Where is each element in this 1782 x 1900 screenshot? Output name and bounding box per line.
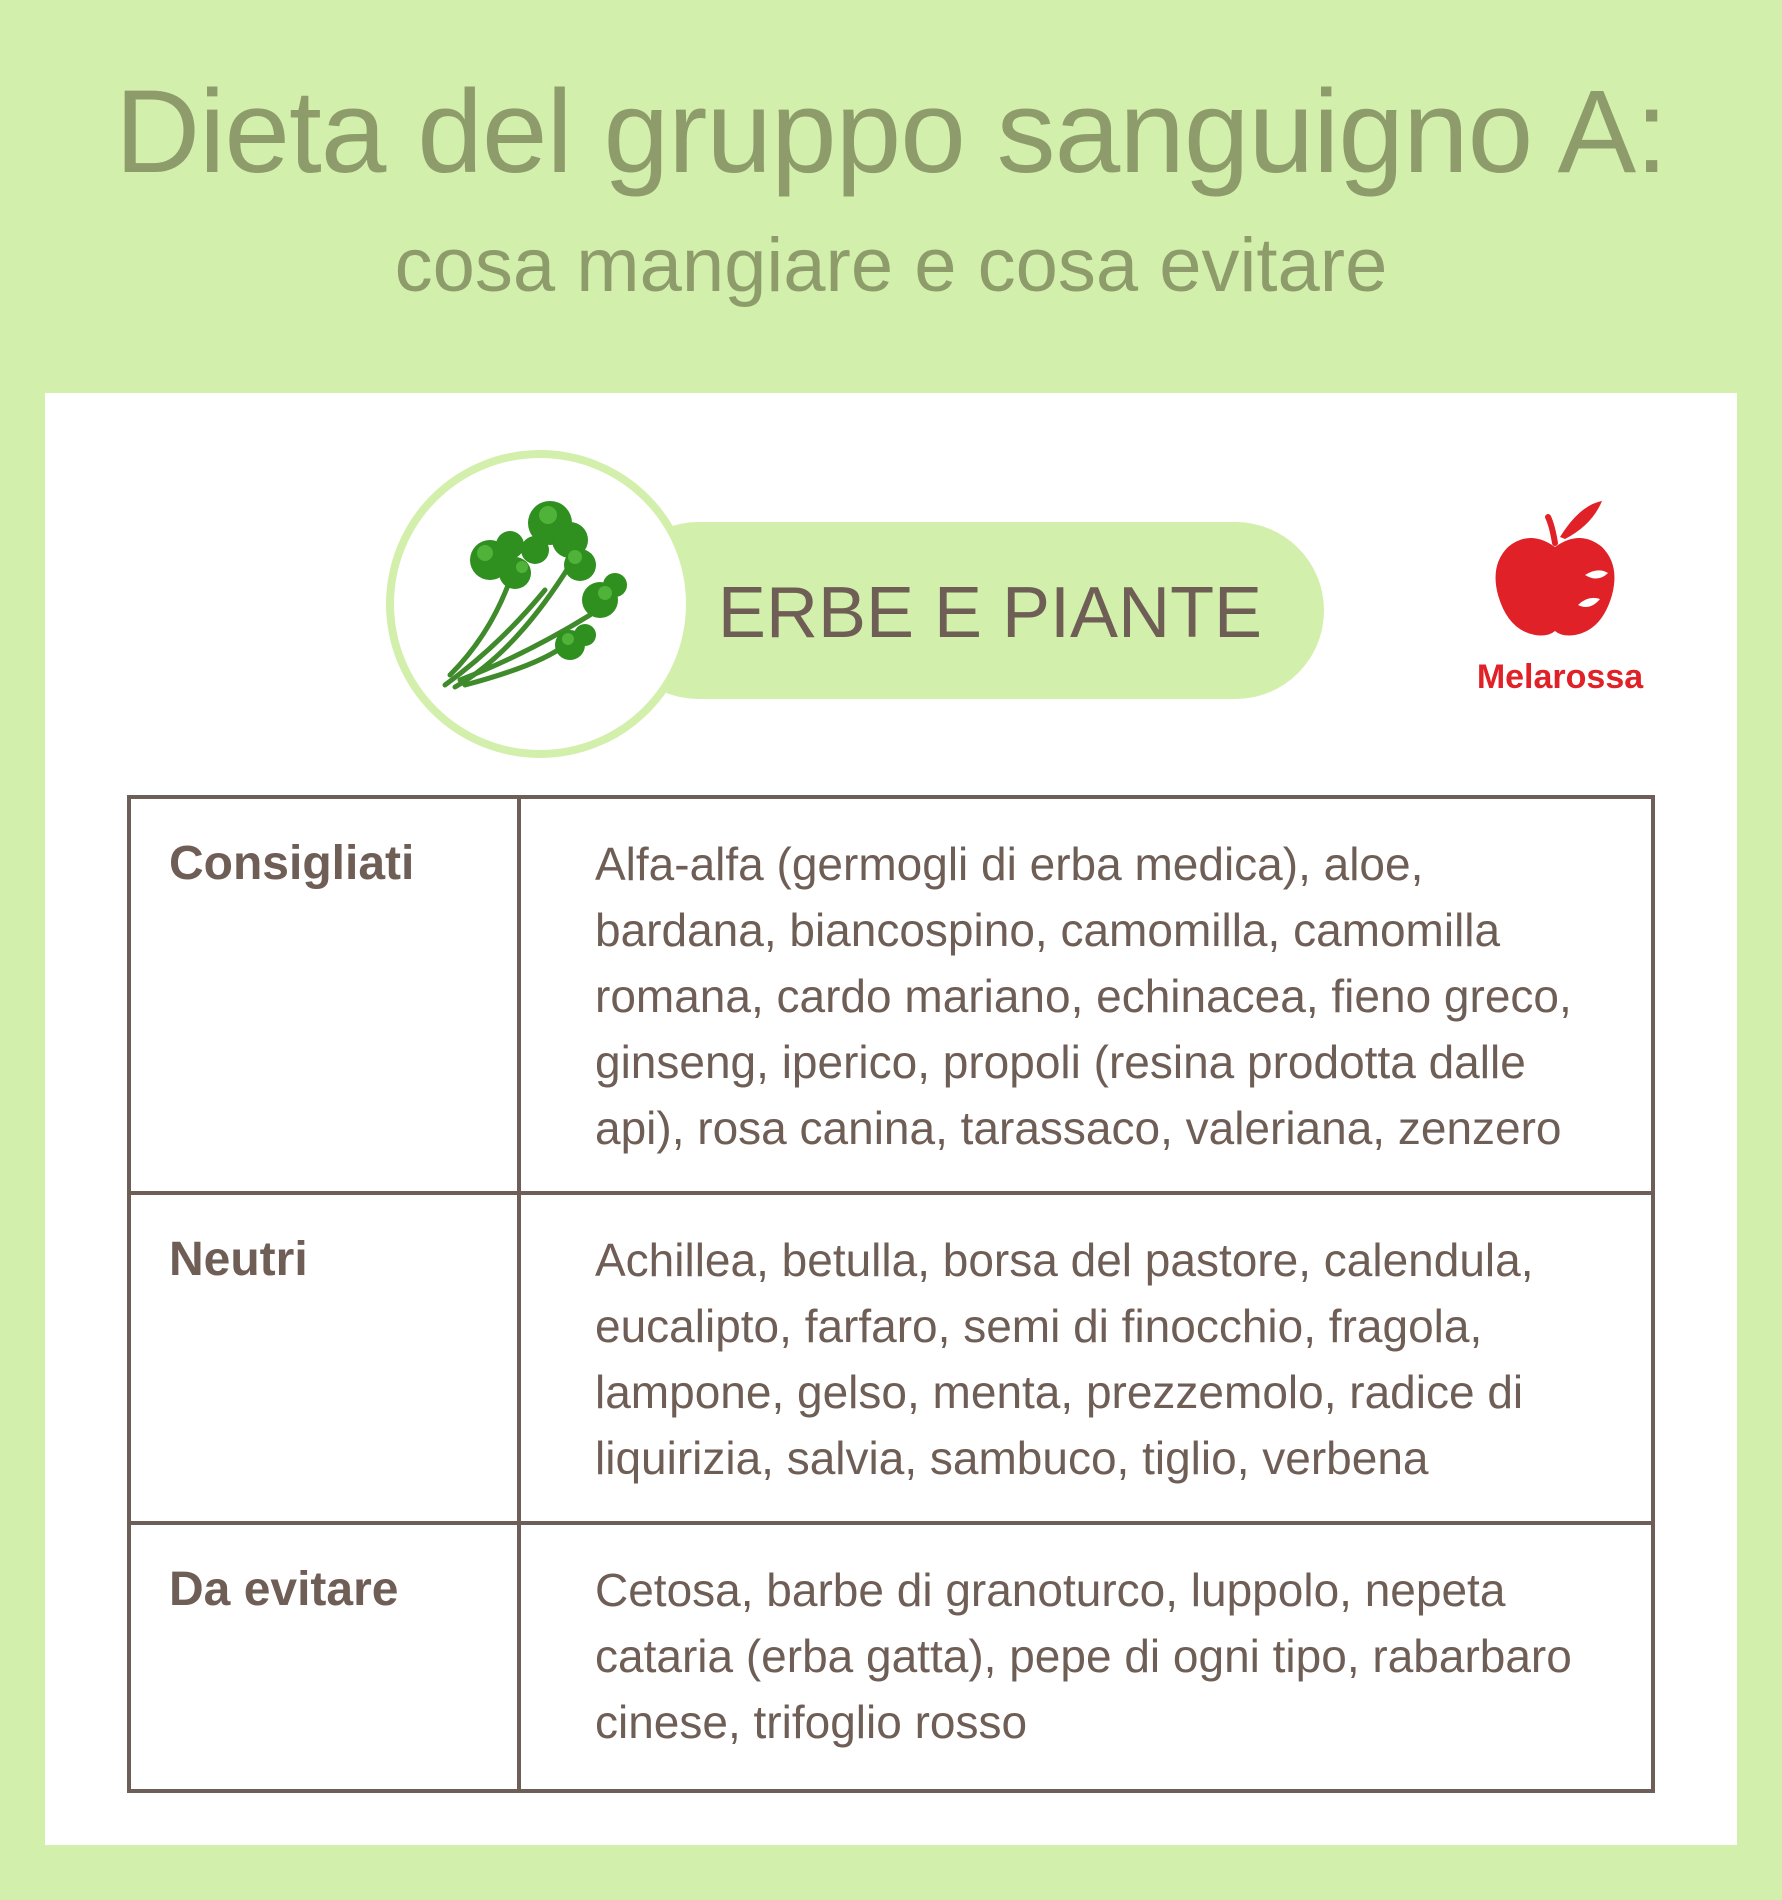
- row-label: Neutri: [129, 1193, 519, 1523]
- brand-name: Melarossa: [1476, 658, 1644, 696]
- section-title: ERBE E PIANTE: [717, 573, 1263, 653]
- page-subtitle: cosa mangiare e cosa evitare: [394, 223, 1388, 308]
- food-table: [127, 795, 1655, 1793]
- table-row: [129, 1523, 1653, 1791]
- apple-logo-icon: [1490, 495, 1620, 645]
- row-label: Da evitare: [129, 1523, 519, 1791]
- page-title: Dieta del gruppo sanguigno A:: [114, 66, 1668, 198]
- row-value: Cetosa, barbe di granoturco, luppolo, nepeta cataria (erba gatta), pepe di ogni tipo, rabarbaro cinese, trifoglio rosso: [519, 1523, 1653, 1791]
- herb-bunch-icon: [430, 495, 650, 705]
- table-row: [129, 797, 1653, 1193]
- row-label: Consigliati: [129, 797, 519, 1193]
- table-row: [129, 1193, 1653, 1523]
- row-value: Achillea, betulla, borsa del pastore, calendula, eucalipto, farfaro, semi di finocchio, fragola, lampone, gelso, menta, prezzemolo, radice di liquirizia, salvia, sambuco, tiglio, verbena: [519, 1193, 1653, 1523]
- row-value: Alfa-alfa (germogli di erba medica), aloe, bardana, biancospino, camomilla, camomilla romana, cardo mariano, echinacea, fieno greco, ginseng, iperico, propoli (resina prodotta dalle api), rosa canina, tarassaco, valeriana, zenzero: [519, 797, 1653, 1193]
